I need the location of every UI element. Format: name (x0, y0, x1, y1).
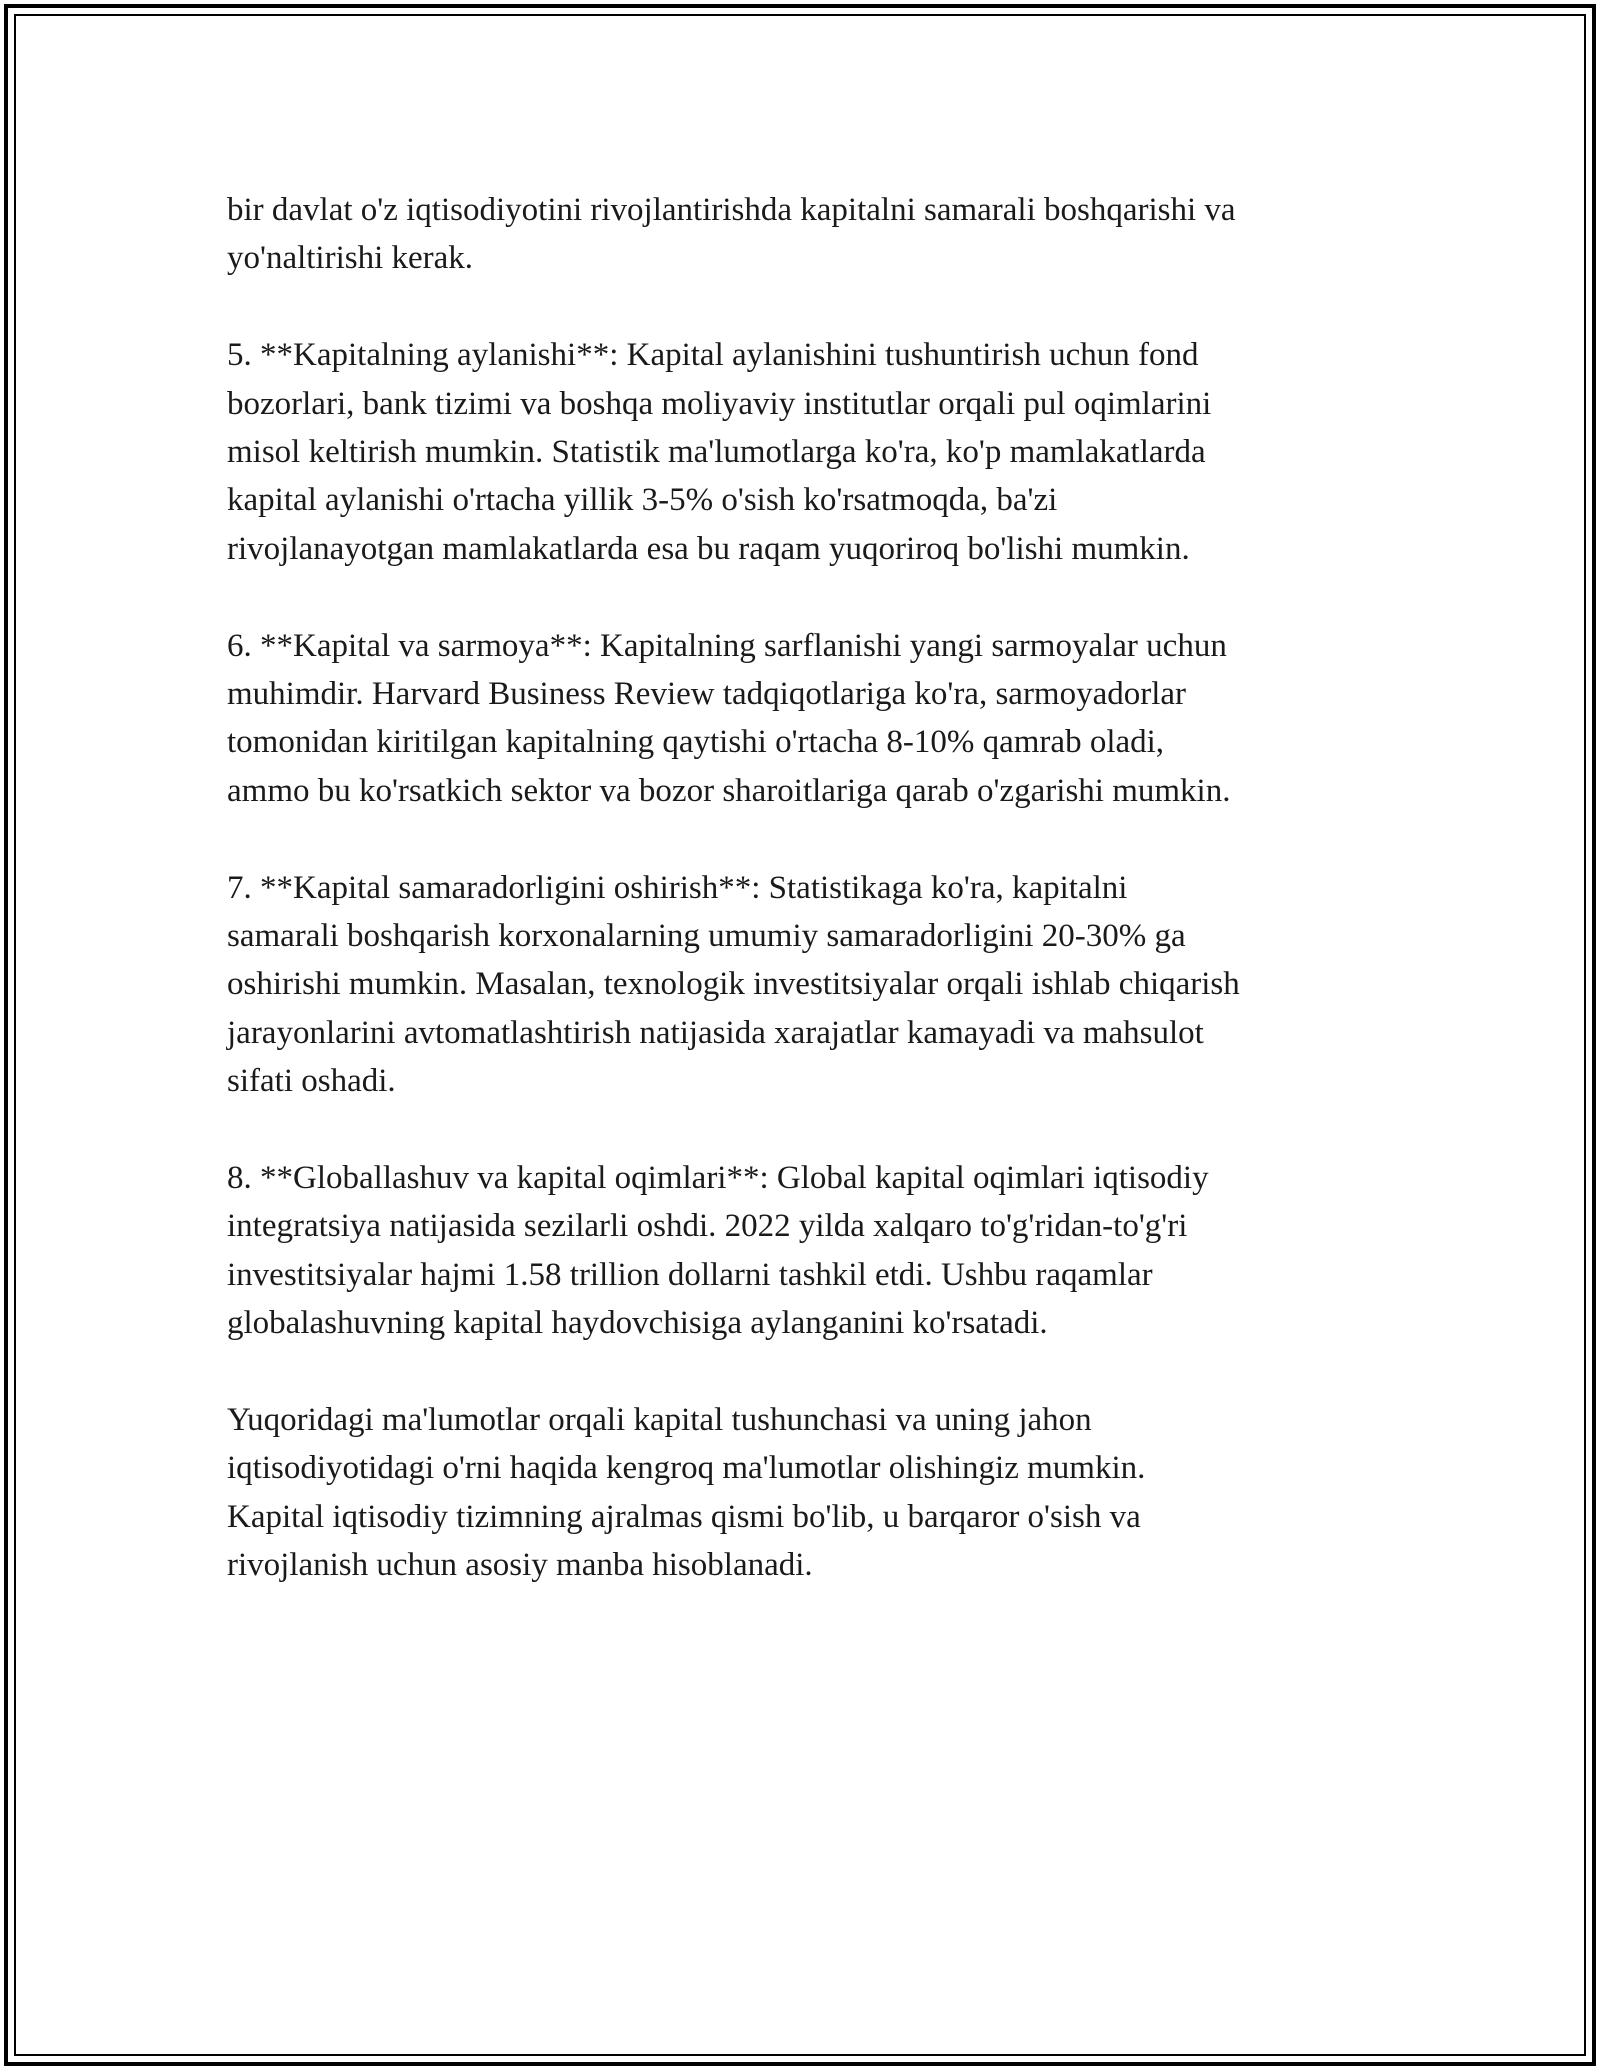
document-body (227, 186, 1387, 1638)
paragraph-item-7: 7. **Kapital samaradorligini oshirish**: Statistikaga ko'ra, kapitalni samarali boshqarish korxonalarning umumiy samaradorligini 20-30% ga oshirishi mumkin. Masalan, texnologik investitsiyalar orqali ishlab chiqarish jarayonlarini avtomatlashtirish natijasida xarajatlar kamayadi va mahsulot sifati oshadi. (227, 869, 1240, 1100)
paragraph-item-8: 8. **Globallashuv va kapital oqimlari**: Global kapital oqimlari iqtisodiy integratsiya natijasida sezilarli oshdi. 2022 yilda xalqaro to'g'ridan-to'g'ri investitsiyalar hajmi 1.58 trillion dollarni tashkil etdi. Ushbu raqamlar globalashuvning kapital haydovchisiga aylanganini ko'rsatadi. (227, 1160, 1209, 1342)
paragraph-intro-continuation: bir davlat o'z iqtisodiyotini rivojlantirishda kapitalni samarali boshqarishi va yo'naltirishi kerak. (227, 192, 1236, 277)
paragraph-item-6: 6. **Kapital va sarmoya**: Kapitalning sarflanishi yangi sarmoyalar uchun muhimdir. Harvard Business Review tadqiqotlariga ko'ra, sarmoyadorlar tomonidan kiritilgan kapitalning qaytishi o'rtacha 8-10% qamrab oladi, ammo bu ko'rsatkich sektor va bozor sharoitlariga qarab o'zgarishi mumkin. (227, 627, 1231, 809)
paragraph-item-5: 5. **Kapitalning aylanishi**: Kapital aylanishini tushuntirish uchun fond bozorlari, bank tizimi va boshqa moliyaviy institutlar orqali pul oqimlarini misol keltirish mumkin. Statistik ma'lumotlarga ko'ra, ko'p mamlakatlarda kapital aylanishi o'rtacha yillik 3-5% o'sish ko'rsatmoqda, ba'zi rivojlanayotgan mamlakatlarda esa bu raqam yuqoriroq bo'lishi mumkin. (227, 337, 1212, 567)
paragraph-conclusion: Yuqoridagi ma'lumotlar orqali kapital tushunchasi va uning jahon iqtisodiyotidagi o'rni haqida kengroq ma'lumotlar olishingiz mumkin. Kapital iqtisodiy tizimning ajralmas qismi bo'lib, u barqaror o'sish va rivojlanish uchun asosiy manba hisoblanadi. (227, 1402, 1146, 1584)
